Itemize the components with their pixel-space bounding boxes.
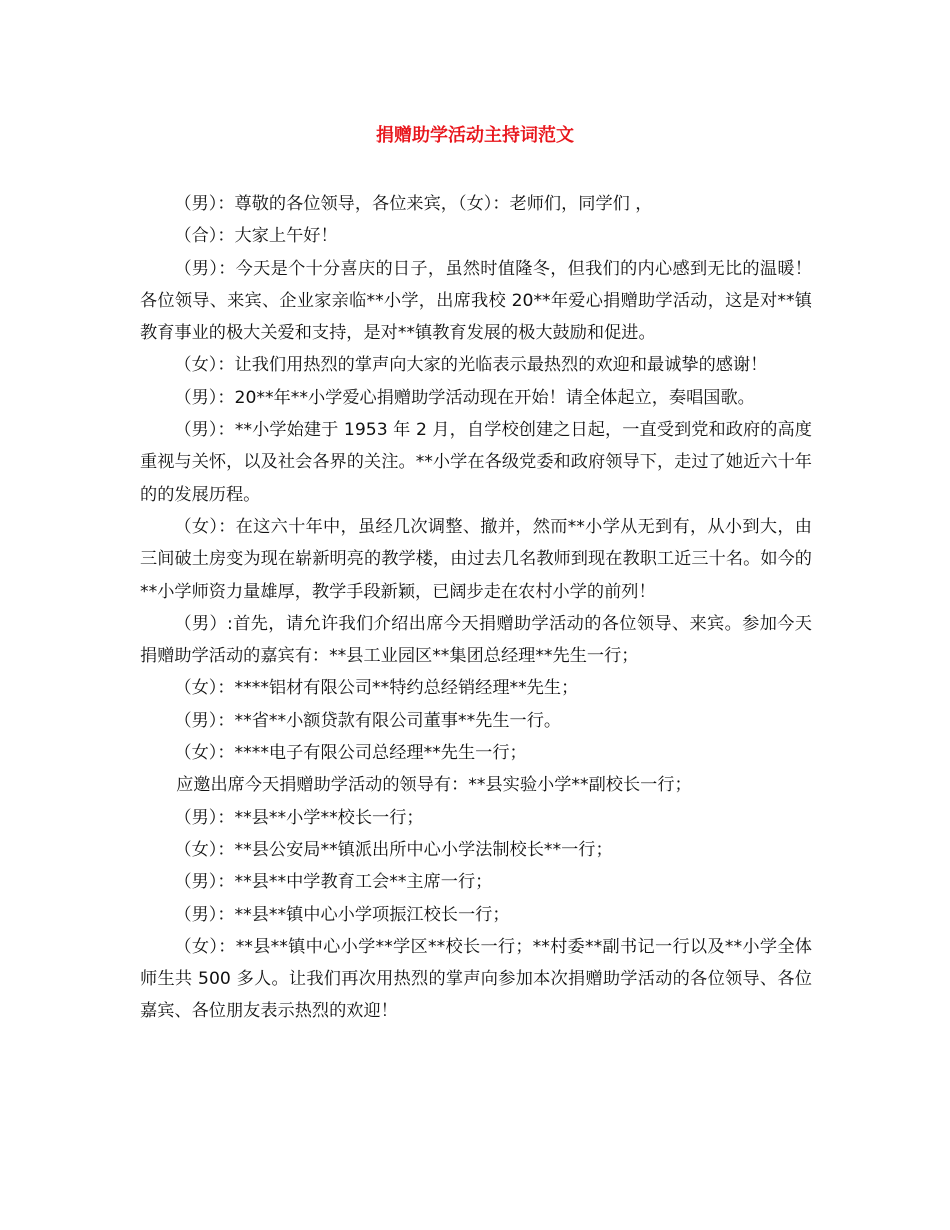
paragraph: （女）：让我们用热烈的掌声向大家的光临表示最热烈的欢迎和最诚挚的感谢！	[174, 355, 768, 376]
paragraph: 应邀出席今天捐赠助学活动的领导有：**县实验小学**副校长一行；	[176, 775, 692, 796]
paragraph: （女）：****铝材有限公司**特约总经销经理**先生；	[174, 678, 579, 699]
paragraph: （男）：**县**中学教育工会**主席一行；	[174, 872, 493, 893]
document-body	[140, 188, 812, 1028]
paragraph: （男）：20**年**小学爱心捐赠助学活动现在开始！请全体起立，奏唱国歌。	[174, 387, 755, 408]
paragraph: （女）：在这六十年中，虽经几次调整、撤并，然而**小学从无到有，从小到大，由三间破土房变为现在崭新明亮的教学楼，由过去几名教师到现在教职工近三十名。如今的**小学师资力量雄厚，教学手段新颖，已阔步走在农村小学的前列！	[140, 516, 812, 602]
paragraph: （男）：尊敬的各位领导，各位来宾，（女）：老师们，同学们 ，	[174, 194, 653, 214]
document-title: 捐赠助学活动主持词范文	[376, 125, 574, 146]
paragraph: （男）：**小学始建于 1953 年 2 月，自学校创建之日起，一直受到党和政府的高度重视与关怀，以及社会各界的关注。**小学在各级党委和政府领导下，走过了她近六十年的的发展历程。	[140, 420, 812, 505]
paragraph: （男）：**县**小学**校长一行；	[174, 807, 424, 828]
paragraph: （女）：****电子有限公司总经理**先生一行；	[174, 743, 527, 764]
paragraph: （女）：**县**镇中心小学**学区**校长一行；**村委**副书记一行以及**小学全体师生共 500 多人。让我们再次用热烈的掌声向参加本次捐赠助学活动的各位领导、各位嘉宾、各位朋友表示热烈的欢迎！	[140, 936, 812, 1022]
paragraph: （男）：**县**镇中心小学项振江校长一行；	[174, 904, 510, 925]
paragraph: （合）：大家上午好！	[174, 226, 338, 247]
paragraph: （男）：今天是个十分喜庆的日子，虽然时值隆冬，但我们的内心感到无比的温暖！各位领导、来宾、企业家亲临**小学，出席我校 20**年爱心捐赠助学活动，这是对**镇教育事业的极大关爱和支持，是对**镇教育发展的极大鼓励和促进。	[140, 258, 812, 344]
paragraph: （男）:首先，请允许我们介绍出席今天捐赠助学活动的各位领导、来宾。参加今天捐赠助学活动的嘉宾有：**县工业园区**集团总经理**先生一行；	[140, 613, 812, 667]
paragraph: （女）：**县公安局**镇派出所中心小学法制校长**一行；	[174, 839, 613, 860]
paragraph: （男）：**省**小额贷款有限公司董事**先生一行。	[174, 710, 562, 731]
